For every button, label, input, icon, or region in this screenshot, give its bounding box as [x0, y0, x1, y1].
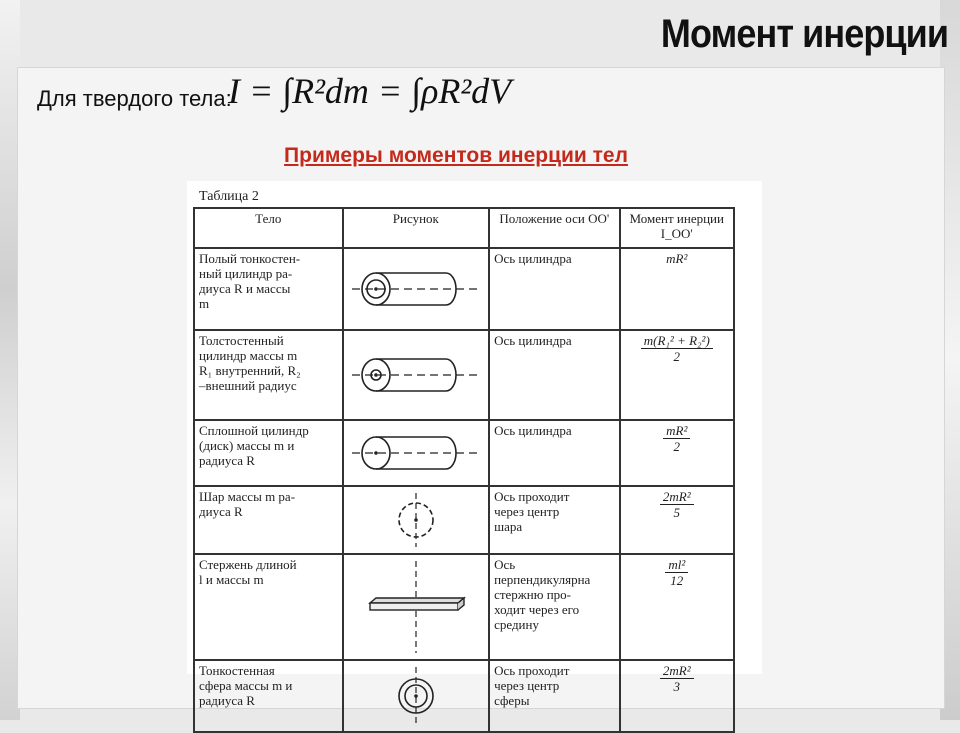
- moment-denominator: 2: [673, 349, 681, 364]
- moment-numerator: 2mR²: [660, 489, 694, 505]
- moment-formula: [620, 554, 734, 660]
- table-row: [194, 486, 734, 554]
- moment-denominator: 5: [673, 505, 681, 520]
- moment-formula: [620, 248, 734, 330]
- moment-numerator: ml²: [665, 557, 688, 573]
- axis-position: Ось цилиндра: [489, 330, 619, 420]
- solid-cylinder-figure: [343, 420, 490, 486]
- axis-position: Ось проходит через центр шара: [489, 486, 619, 554]
- table-row: [194, 554, 734, 660]
- examples-subtitle: Примеры моментов инерции тел: [284, 144, 628, 167]
- inertia-table: [193, 207, 735, 733]
- moment-numerator: mR²: [663, 423, 690, 439]
- body-description: Шар массы m ра- диуса R: [194, 486, 343, 554]
- moment-denominator: 12: [670, 573, 684, 588]
- table-body: [194, 248, 734, 732]
- moment-denominator: 3: [673, 679, 681, 694]
- header-figure: Рисунок: [343, 208, 490, 248]
- table-header-row: [194, 208, 734, 248]
- table-row: [194, 330, 734, 420]
- sphere-figure: [343, 486, 490, 554]
- body-description: Тонкостенная сфера массы m и радиуса R: [194, 660, 343, 732]
- slide-title: Момент инерции: [660, 12, 948, 56]
- moment-formula: [620, 660, 734, 732]
- axis-position: Ось перпендикулярна стержню про- ходит через его средину: [489, 554, 619, 660]
- body-description: Стержень длиной l и массы m: [194, 554, 343, 660]
- moment-numerator: 2mR²: [660, 663, 694, 679]
- hollow-cylinder-figure: [343, 248, 490, 330]
- axis-position: Ось цилиндра: [489, 420, 619, 486]
- header-axis: Положение оси ОО': [489, 208, 619, 248]
- body-description: Сплошной цилиндр (диск) массы m и радиуса R: [194, 420, 343, 486]
- table-row: [194, 660, 734, 732]
- table-row: [194, 248, 734, 330]
- moment-numerator: mR²: [666, 251, 688, 266]
- header-moment: Момент инерции I_OO': [620, 208, 734, 248]
- header-body: Тело: [194, 208, 343, 248]
- body-description: Полый тонкостен- ный цилиндр ра- диуса R и массы m: [194, 248, 343, 330]
- inertia-table-image: [187, 181, 762, 708]
- table-row: [194, 420, 734, 486]
- moment-formula: [620, 330, 734, 420]
- rod-figure: [343, 554, 490, 660]
- thick-cylinder-figure: [343, 330, 490, 420]
- axis-position: Ось проходит через центр сферы: [489, 660, 619, 732]
- moment-formula: [620, 486, 734, 554]
- inertia-formula: I = ∫R²dm = ∫ρR²dV: [228, 71, 512, 111]
- table-caption: Таблица 2: [199, 189, 259, 204]
- axis-position: Ось цилиндра: [489, 248, 619, 330]
- body-description: Толстостенный цилиндр массы m R₁ внутренний, R₂ –внешний радиус: [194, 330, 343, 420]
- moment-denominator: 2: [673, 439, 681, 454]
- moment-formula: [620, 420, 734, 486]
- moment-numerator: m(R₁² + R₂²): [641, 333, 713, 349]
- thin-sphere-figure: [343, 660, 490, 732]
- intro-text: Для твердого тела:: [37, 86, 232, 111]
